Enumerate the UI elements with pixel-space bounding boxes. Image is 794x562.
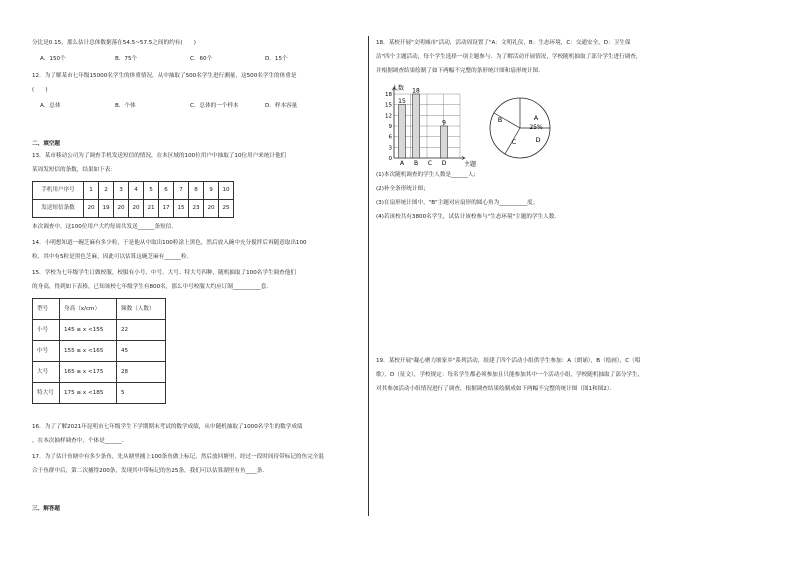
table-cell: 9 bbox=[204, 182, 219, 200]
data-label: 18 bbox=[412, 87, 420, 95]
data-label: 9 bbox=[442, 119, 446, 127]
table-cell: 手机用户序号 bbox=[33, 182, 84, 200]
q18-line2: 洁"四个主题活动，每个学生选择一项主题参与．为了解活动开展情况，学校随机抽取了部分学生进行调查， bbox=[376, 54, 642, 60]
section-fill-in-heading: 二、填空题 bbox=[32, 141, 60, 147]
q12-line2: ( ) bbox=[32, 87, 48, 93]
bar-chart-xlabel: 主题 bbox=[464, 161, 477, 168]
q12-line1: 12．为了解某市七年级15000名学生的体重情况，从中抽取了500名学生进行测量，这500名学生的体重是 bbox=[32, 73, 297, 79]
pie-label-d: D bbox=[535, 136, 541, 144]
table-cell: 4 bbox=[129, 182, 144, 200]
table-cell: 20 bbox=[114, 200, 129, 218]
q13-line1: 13．某市移动公司为了调查手机发送短信的情况，在本区域的100位用户中抽取了10位用户来统计他们 bbox=[32, 153, 287, 159]
q12-option-c: C．总体的一个样本 bbox=[190, 103, 239, 109]
table-cell: 21 bbox=[144, 200, 159, 218]
y-tick-label: 18 bbox=[385, 92, 392, 98]
x-tick-label: D bbox=[441, 160, 447, 167]
table-cell: 17 bbox=[159, 200, 174, 218]
q12-option-d: D．样本容量 bbox=[265, 103, 298, 109]
y-tick-label: 12 bbox=[385, 113, 392, 120]
table-cell: 大号 bbox=[33, 362, 60, 383]
table-row bbox=[33, 200, 234, 218]
table-cell: 5 bbox=[144, 182, 159, 200]
q14-line1: 14．小明想知道一碗芝麻有多少粒，于是他从中取出100粒涂上黑色，然后放入碗中充分搅拌后再随意取出100 bbox=[32, 240, 307, 246]
table-cell: 145 ≤ x <155 bbox=[60, 320, 117, 341]
table-cell: 23 bbox=[189, 200, 204, 218]
table-cell: 8 bbox=[189, 182, 204, 200]
q12-option-b: B．个体 bbox=[115, 103, 136, 109]
table-cell: 15 bbox=[174, 200, 189, 218]
table-cell: 10 bbox=[219, 182, 234, 200]
pie-annotation: 25% bbox=[529, 124, 543, 131]
table-cell: 165 ≤ x <175 bbox=[60, 362, 117, 383]
q17-line1: 17．为了估计鱼塘中有多少条鱼，先从塘里捕上100条鱼做上标记，然后放回塘里，经过一段时间待带标记的鱼完全混 bbox=[32, 454, 324, 460]
q19-line1: 19．某校开展"凝心聚力颂家乡"系列活动，组建了四个活动小组供学生参加：A（朗诵），B（绘画），C（唱 bbox=[376, 358, 641, 364]
table-cell: 20 bbox=[84, 200, 99, 218]
data-label: 15 bbox=[398, 98, 406, 106]
q12-options bbox=[40, 103, 340, 110]
q18-line1: 18．某校开展"文明城市"活动，活动周设置了"A：文明礼仪，B：生态环境，C：交通安全，D：卫生保 bbox=[376, 40, 631, 46]
q13-line2: 某周发短信的条数，结果如下表： bbox=[32, 167, 116, 173]
q10-options bbox=[40, 56, 340, 63]
table-cell: 20 bbox=[204, 200, 219, 218]
table-cell: 6 bbox=[159, 182, 174, 200]
table-cell: 19 bbox=[99, 200, 114, 218]
table-row bbox=[33, 182, 234, 200]
table-row bbox=[33, 320, 166, 341]
q18-sub1: (1)本次随机调查的学生人数是______人； bbox=[376, 172, 480, 178]
q14-line2: 粒，其中有5粒是黑色芝麻，因此可以估算这碗芝麻有______粒． bbox=[32, 254, 193, 260]
y-tick-label: 9 bbox=[388, 124, 392, 130]
bar-a bbox=[399, 105, 406, 158]
y-tick-label: 0 bbox=[388, 156, 392, 162]
table-cell: 2 bbox=[99, 182, 114, 200]
table-row bbox=[33, 299, 166, 320]
q19-line2: 歌），D（征文），学校规定：每名学生都必须参加且只能参加其中一个活动小组，学校随机抽取了部分学生， bbox=[376, 372, 644, 378]
bar-b bbox=[413, 94, 420, 158]
q18-line3: 并根据调查结果绘制了如下两幅不完整的条形统计图和扇形统计图． bbox=[376, 68, 544, 74]
table-cell: 1 bbox=[84, 182, 99, 200]
q10-option-c: C．60个 bbox=[190, 56, 213, 62]
y-tick-label: 6 bbox=[388, 134, 392, 141]
height-table bbox=[32, 298, 166, 404]
table-row bbox=[33, 341, 166, 362]
table-cell: 中号 bbox=[33, 341, 60, 362]
q16-line2: ，在本次抽样调查中，个体是______． bbox=[32, 438, 128, 444]
x-tick-label: B bbox=[413, 160, 419, 167]
section-solve-heading: 三、解答题 bbox=[32, 506, 60, 512]
q17-line2: 合于鱼群中后，第二次捕得200条，发现其中带标记的鱼25条，我们可以估算湖里有鱼____条． bbox=[32, 468, 268, 474]
q18-sub3: (3)在扇形统计图中，"B"主题对应扇形的圆心角为__________度； bbox=[376, 200, 539, 206]
table-cell: 155 ≤ x <165 bbox=[60, 341, 117, 362]
table-cell: 22 bbox=[117, 320, 166, 341]
q12-option-a: A．总体 bbox=[40, 103, 61, 109]
table-cell: 3 bbox=[114, 182, 129, 200]
q18-sub2: (2)补全条形统计图； bbox=[376, 186, 429, 192]
table-cell: 20 bbox=[129, 200, 144, 218]
table-header-cell: 身高（x/cm） bbox=[60, 299, 117, 320]
pie-chart bbox=[484, 92, 556, 164]
x-tick-label: A bbox=[399, 160, 405, 167]
table-cell: 28 bbox=[117, 362, 166, 383]
q10-tail: 分比是0.15，那么估计总体数据落在54.5~57.5之间的约有( ) bbox=[32, 40, 196, 46]
bar-chart-ylabel: 人数 bbox=[392, 85, 405, 92]
table-cell: 小号 bbox=[33, 320, 60, 341]
bar-d bbox=[441, 126, 448, 158]
pie-label-c: C bbox=[511, 138, 517, 146]
q16-line1: 16．为了了解2021年昆明市七年级学生下学期期末考试的数学成绩，从中随机抽取了1000名学生的数学成绩 bbox=[32, 424, 303, 430]
pie-label-b: B bbox=[497, 116, 503, 124]
q19-line3: 对其参加活动小组情况进行了调查，根据调查结果绘制成如下两幅不完整的统计图（图1和图2）． bbox=[376, 386, 616, 392]
q18-sub4: (4)若该校共有3800名学生，试估计该校参与"生态环境"主题的学生人数． bbox=[376, 214, 560, 220]
table-cell: 25 bbox=[219, 200, 234, 218]
table-header-cell: 型号 bbox=[33, 299, 60, 320]
sms-table bbox=[32, 181, 234, 218]
bar-chart bbox=[380, 82, 480, 172]
table-header-cell: 频数（人数） bbox=[117, 299, 166, 320]
q13-line3: 本次调查中，这100位用户大约每周共发送______条短信． bbox=[32, 224, 177, 230]
table-cell: 45 bbox=[117, 341, 166, 362]
table-cell: 5 bbox=[117, 383, 166, 404]
pie-label-a: A bbox=[533, 114, 539, 122]
q15-line2: 的身高，得到如下表格，已知该校七年级学生有800名，那么中号校服大约应订制__________套． bbox=[32, 284, 273, 290]
q10-option-b: B．75个 bbox=[115, 56, 138, 62]
y-tick-label: 3 bbox=[388, 145, 392, 152]
x-tick-label: C bbox=[427, 160, 433, 167]
table-cell: 175 ≤ x <185 bbox=[60, 383, 117, 404]
table-cell: 7 bbox=[174, 182, 189, 200]
q15-line1: 15．学校为七年级学生订做校服，校服有小号、中号、大号、特大号四种，随机抽取了100名学生调查他们 bbox=[32, 270, 296, 276]
column-divider bbox=[368, 36, 369, 516]
table-cell: 特大号 bbox=[33, 383, 60, 404]
table-cell: 发送短信条数 bbox=[33, 200, 84, 218]
table-row bbox=[33, 362, 166, 383]
table-row bbox=[33, 383, 166, 404]
q10-option-d: D．15个 bbox=[265, 56, 288, 62]
q10-option-a: A．150个 bbox=[40, 56, 66, 62]
y-tick-label: 15 bbox=[385, 102, 392, 109]
